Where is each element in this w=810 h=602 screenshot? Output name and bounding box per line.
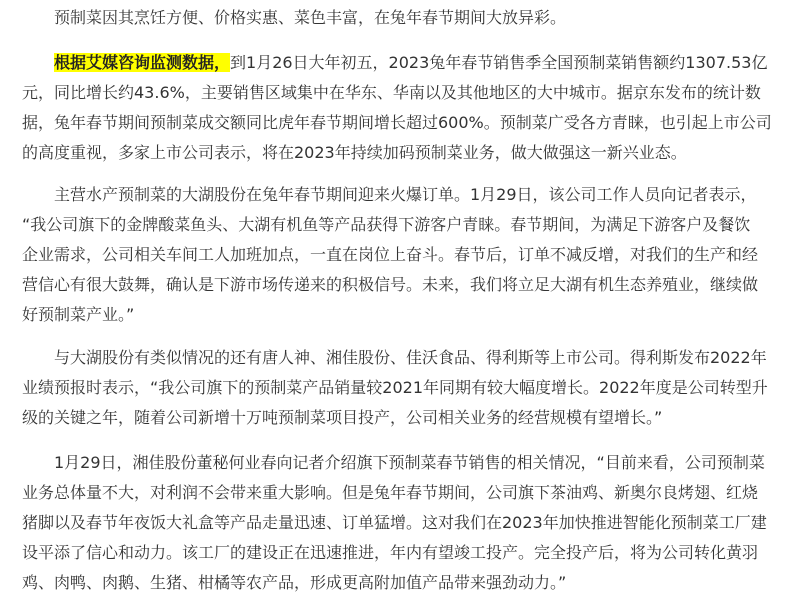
paragraph-line: 设平添了信心和动力。该工厂的建设正在迅速推进，年内有望竣工投产。完全投产后，将为公司转化黄羽	[22, 543, 759, 562]
paragraph-5	[22, 448, 792, 598]
paragraph-2	[22, 48, 792, 168]
paragraph-line: 与大湖股份有类似情况的还有唐人神、湘佳股份、佳沃食品、得利斯等上市公司。得利斯发布2022年	[22, 348, 767, 367]
paragraph-line: 级的关键之年，随着公司新增十万吨预制菜项目投产，公司相关业务的经营规模有望增长。”	[22, 408, 663, 427]
paragraph-line: 营信心有很大鼓舞，确认是下游市场传递来的积极信号。未来，我们将立足大湖有机生态养殖业，继续做	[22, 275, 759, 294]
paragraph-line: 鸡、肉鸭、肉鹅、生猪、柑橘等农产品，形成更高附加值产品带来强劲动力。”	[22, 573, 567, 592]
paragraph-line: 据，兔年春节期间预制菜成交额同比虎年春节期间增长超过600%。预制菜广受各方青睐，也引起上市公司	[22, 113, 772, 132]
paragraph-line-text: 到1月26日大年初五，2023兔年春节销售季全国预制菜销售额约1307.53亿	[230, 53, 768, 72]
highlighted-source-text: 根据艾媒咨询监测数据，	[54, 53, 231, 72]
paragraph-line: 好预制菜产业。”	[22, 305, 135, 324]
paragraph-line: 猪脚以及春节年夜饭大礼盒等产品走量迅速、订单猛增。这对我们在2023年加快推进智能化预制菜工厂建	[22, 513, 767, 532]
paragraph-line: 元，同比增长约43.6%，主要销售区域集中在华东、华南以及其他地区的大中城市。据京东发布的统计数	[22, 83, 761, 102]
paragraph-line	[22, 48, 792, 78]
paragraph-3	[22, 180, 792, 330]
paragraph-line: 业务总体量不大，对利润不会带来重大影响。但是兔年春节期间，公司旗下茶油鸡、新奥尔良烤翅、红烧	[22, 483, 759, 502]
paragraph-4	[22, 343, 792, 433]
paragraph-line: 预制菜因其烹饪方便、价格实惠、菜色丰富，在兔年春节期间大放异彩。	[22, 8, 567, 27]
paragraph-line: “我公司旗下的金牌酸菜鱼头、大湖有机鱼等产品获得下游客户青睐。春节期间，为满足下游客户及餐饮	[22, 215, 751, 234]
paragraph-1	[22, 3, 792, 33]
paragraph-line: 业绩预报时表示，“我公司旗下的预制菜产品销量较2021年同期有较大幅度增长。2022年度是公司转型升	[22, 378, 768, 397]
paragraph-line: 企业需求，公司相关车间工人加班加点，一直在岗位上奋斗。春节后，订单不减反增，对我们的生产和经	[22, 245, 759, 264]
paragraph-line: 主营水产预制菜的大湖股份在兔年春节期间迎来火爆订单。1月29日，该公司工作人员向记者表示，	[22, 185, 757, 204]
paragraph-line: 1月29日，湘佳股份董秘何业春向记者介绍旗下预制菜春节销售的相关情况，“目前来看，公司预制菜	[22, 453, 765, 472]
paragraph-line: 的高度重视，多家上市公司表示，将在2023年持续加码预制菜业务，做大做强这一新兴业态。	[22, 143, 687, 162]
